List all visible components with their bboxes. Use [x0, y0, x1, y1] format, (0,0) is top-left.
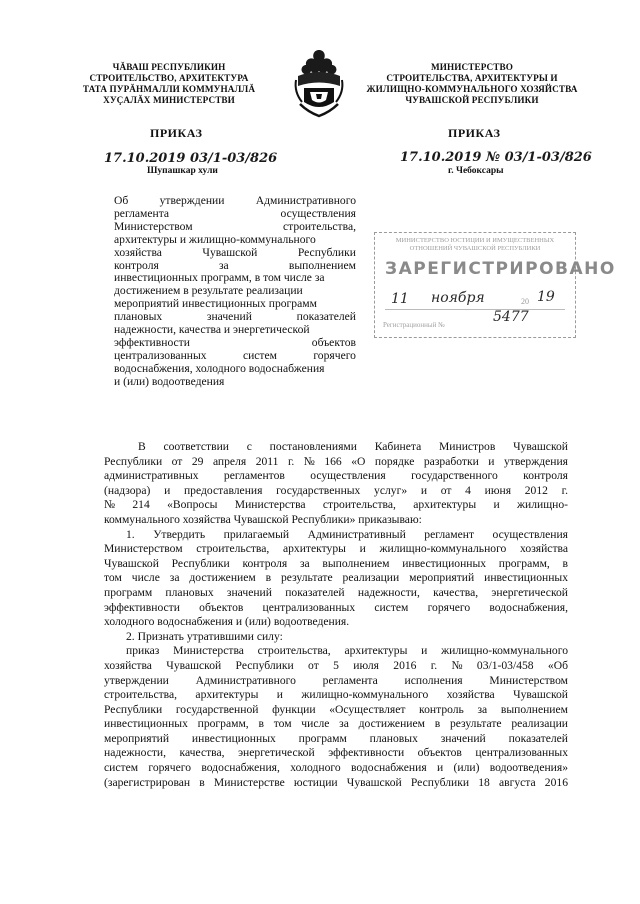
- title-word: систем: [242, 348, 277, 362]
- header-right-line: СТРОИТЕЛЬСТВА, АРХИТЕКТУРЫ И: [386, 73, 558, 83]
- title-word: мероприятий инвестиционных программ: [114, 297, 317, 311]
- body-line: [104, 586, 568, 601]
- title-word: показателей: [296, 310, 356, 324]
- body-line: [104, 674, 568, 689]
- body-line-text: эффективности объектов централизованных систем горячего водоснабжения,: [104, 600, 568, 614]
- body-line: [104, 528, 568, 543]
- order-label-chuvash: ПРИКАЗ: [150, 126, 203, 140]
- body-line-text: 1. Утвердить прилагаемый Административный регламент осуществления: [126, 527, 568, 541]
- title-word: строительства,: [282, 219, 356, 233]
- body-line-text: том числе за достижением в результате реализации мероприятий инвестиционных: [104, 571, 568, 585]
- title-line: [114, 337, 356, 350]
- title-word: объектов: [311, 335, 356, 349]
- body-line: [104, 688, 568, 703]
- body-line: [104, 717, 568, 732]
- title-word: Чувашской: [202, 245, 258, 259]
- title-word: плановых: [114, 310, 163, 324]
- body-line: [104, 761, 568, 776]
- body-line: [104, 498, 568, 513]
- body-line-text: 2. Признать утратившими силу:: [126, 629, 283, 643]
- ministry-header-russian: [358, 62, 586, 106]
- body-line-text: коммунального хозяйства Чувашской Республики» приказываю:: [104, 512, 422, 526]
- body-line-text: Республики от 29 апреля 2011 г. № 166 «О порядке разработки и утверждения: [104, 454, 568, 468]
- body-line-text: систем горячего водоснабжения, холодного водоснабжения и (или) водоотведения»: [104, 761, 568, 775]
- title-line: [114, 234, 356, 247]
- body-line: [104, 703, 568, 718]
- header-right-line: ЖИЛИЩНО-КОММУНАЛЬНОГО ХОЗЯЙСТВА: [366, 84, 578, 94]
- title-word: водоснабжения, холодного водоснабжения: [114, 361, 325, 375]
- body-line: [104, 513, 568, 528]
- place-of-issue-russian: г. Чебоксары: [448, 166, 504, 176]
- stamp-authority-line: ОТНОШЕНИЙ ЧУВАШСКОЙ РЕСПУБЛИКИ: [409, 244, 541, 252]
- stamp-reg-number: 5477: [493, 309, 529, 325]
- body-line-text: строительства, архитектуры и жилищно-коммунального хозяйства Чувашской: [104, 688, 568, 702]
- body-line: [104, 571, 568, 586]
- body-line-text: надежности, качества, энергетической эффективности объектов централизованных: [104, 746, 568, 760]
- order-label-russian: ПРИКАЗ: [448, 126, 501, 140]
- body-line-text: Министерством строительства, архитектуры и жилищно-коммунального хозяйства: [104, 542, 568, 556]
- body-line-text: (зарегистрирован в Министерстве юстиции Чувашской Республики 18 августа 2016: [104, 775, 568, 789]
- body-line: [104, 615, 568, 630]
- body-line-text: холодного водоснабжения и (или) водоотведения.: [104, 615, 350, 629]
- header-left-line: ХУÇАЛĂХ МИНИСТЕРСТВИ: [103, 95, 235, 105]
- body-line-text: хозяйства Чувашской Республики от 5 июля 2016 г. № 03/1-03/458 «Об: [104, 658, 568, 672]
- body-line: [104, 732, 568, 747]
- title-word: централизованных: [114, 348, 207, 362]
- body-line-text: утверждении Административного регламента исполнения Министерством: [104, 673, 568, 687]
- body-line: [104, 659, 568, 674]
- title-word: утверждении: [159, 194, 225, 207]
- stamp-authority-line: МИНИСТЕРСТВО ЮСТИЦИИ И ИМУЩЕСТВЕННЫХ: [395, 237, 555, 244]
- title-word: хозяйства: [114, 245, 162, 259]
- body-line-text: № 214 «Вопросы Министерства строительства, архитектуры и жилищно-: [104, 498, 568, 512]
- stamp-day: 11: [391, 291, 409, 307]
- title-line: [114, 195, 356, 208]
- title-word: значений: [206, 310, 252, 324]
- body-line-text: приказ Министерства строительства, архитектуры и жилищно-коммунального: [126, 644, 568, 658]
- title-word: надежности, качества и энергетической: [114, 323, 310, 337]
- title-word: архитектуры и жилищно-коммунального: [114, 232, 316, 246]
- body-line-text: (надзора) и предоставления государственных услуг» и от 4 июня 2012 г.: [104, 483, 568, 497]
- title-line: [114, 376, 356, 389]
- stamp-year-prefix: 20: [521, 297, 529, 306]
- title-word: Об: [114, 194, 129, 207]
- body-line: [104, 630, 568, 645]
- body-line-text: административных регламентов осуществления государственного контроля: [104, 469, 568, 483]
- title-word: инвестиционных программ, в том числе за: [114, 271, 325, 285]
- title-line: [114, 247, 356, 260]
- body-line: [104, 455, 568, 470]
- body-line: [104, 557, 568, 572]
- body-line: [104, 469, 568, 484]
- title-word: Административного: [255, 194, 356, 207]
- body-line: [104, 484, 568, 499]
- title-word: за: [218, 258, 229, 272]
- registration-stamp: [374, 232, 616, 338]
- header-right-line: ЧУВАШСКОЙ РЕСПУБЛИКИ: [405, 95, 539, 105]
- header-left-line: СТРОИТЕЛЬСТВО, АРХИТЕКТУРА: [89, 73, 249, 83]
- body-line-text: инвестиционных программ, в том числе за достижением в результате реализации: [104, 717, 568, 731]
- body-line-text: В соответствии с постановлениями Кабинета Министров Чувашской: [138, 440, 568, 453]
- body-line: [104, 746, 568, 761]
- title-word: и (или) водоотведения: [114, 374, 225, 388]
- body-line-text: мероприятий инвестиционных программ плановых значений показателей: [104, 731, 568, 745]
- body-line: [104, 440, 568, 455]
- body-line-text: Республики государственной функции «Осуществляет контроль за выполнением: [104, 702, 568, 716]
- body-line: [104, 776, 568, 791]
- title-line: [114, 208, 356, 221]
- coat-of-arms-emblem: [290, 46, 348, 118]
- title-word: контроля: [114, 258, 159, 272]
- stamp-reg-number-label: Регистрационный №: [383, 321, 445, 329]
- ministry-header-chuvash: [60, 62, 278, 106]
- header-left-line: ТАТА ПУРĂНМАЛЛИ КОММУНАЛЛĂ: [82, 84, 256, 94]
- body-line: [104, 542, 568, 557]
- order-title: [114, 195, 356, 389]
- body-line-text: программ плановых значений показателей надежности, качества, энергетической: [104, 585, 568, 599]
- stamp-registered-label: ЗАРЕГИСТРИРОВАНО: [385, 259, 616, 279]
- order-date-number-right: 17.10.2019 № 03/1-03/826: [400, 150, 592, 165]
- stamp-month: ноября: [431, 290, 485, 306]
- title-word: Республики: [297, 245, 356, 259]
- header-right-line: МИНИСТЕРСТВО: [431, 62, 513, 72]
- title-word: горячего: [313, 348, 356, 362]
- stamp-authority: [381, 237, 569, 252]
- title-word: достижением в результате реализации: [114, 284, 303, 298]
- title-word: регламента: [114, 206, 170, 220]
- title-word: Министерством: [114, 219, 193, 233]
- title-word: эффективности: [114, 335, 190, 349]
- order-body-text: [104, 440, 568, 790]
- header-left-line: ЧĂВАШ РЕСПУБЛИКИН: [112, 62, 226, 72]
- body-line: [104, 601, 568, 616]
- order-date-number-left: 17.10.2019 03/1-03/826: [104, 151, 278, 166]
- stamp-year: 19: [537, 289, 555, 305]
- title-word: осуществления: [280, 206, 356, 220]
- place-of-issue-chuvash: Шупашкар хули: [147, 166, 218, 176]
- body-line: [104, 644, 568, 659]
- title-word: выполнением: [288, 258, 356, 272]
- body-line-text: Чувашской Республики контроля за выполнением инвестиционных программ, в: [104, 556, 568, 570]
